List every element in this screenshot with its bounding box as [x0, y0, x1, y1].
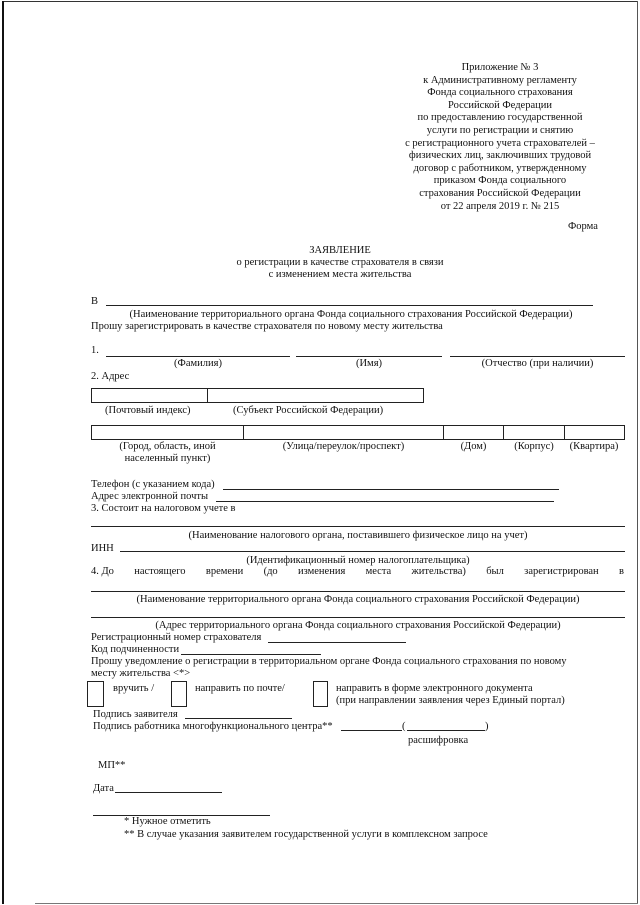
previous-fss-name-caption: (Наименование территориального органа Фонда социального страхования Российской Федерации) [136, 594, 580, 605]
surname-caption: (Фамилия) [174, 358, 222, 369]
annex-line: договор с работником, утвержденному [413, 162, 587, 174]
inn-caption: (Идентификационный номер налогоплательщика) [246, 555, 470, 566]
name-caption: (Имя) [355, 358, 383, 369]
inn-label: ИНН [91, 543, 114, 554]
section4-word: в [618, 566, 624, 577]
send-electronic-label: направить в форме электронного документа [336, 683, 533, 694]
annex-line: Приложение № 3 [461, 62, 539, 73]
page-border-left [2, 1, 4, 904]
apartment-input[interactable] [564, 425, 625, 440]
applicant-signature-field[interactable] [185, 718, 292, 719]
postal-index-caption: (Почтовый индекс) [105, 405, 191, 416]
section4-word: (до [263, 566, 278, 577]
section3-label: 3. Состоит на налоговом учете в [91, 503, 236, 514]
email-label: Адрес электронной почты [91, 491, 209, 502]
annex-line: Российской Федерации [448, 99, 552, 111]
notification-line2: месту жительства <*> [91, 668, 191, 679]
page-border-right [637, 1, 638, 904]
building-caption: (Корпус) [514, 441, 554, 452]
section4-word: места [365, 566, 392, 577]
footnote-2: ** В случае указания заявителем государственной услуги в комплексном запросе [124, 829, 488, 840]
annex-header [370, 62, 630, 213]
house-caption: (Дом) [460, 441, 487, 452]
section4-word: времени [205, 566, 244, 577]
page-border-top [2, 1, 638, 2]
annex-line: услуги по регистрации и снятию [426, 124, 574, 136]
annex-line: Фонда социального страхования [427, 87, 573, 99]
notification-line1: Прошу уведомление о регистрации в территориальном органе Фонда социального страхования по новому [91, 656, 567, 667]
tax-authority-field[interactable] [91, 526, 625, 527]
document-subtitle-line1: о регистрации в качестве страхователя в связи [236, 257, 444, 268]
subordination-code-label: Код подчиненности [91, 644, 180, 655]
previous-fss-name-field[interactable] [91, 591, 625, 592]
mfc-name-decode-field[interactable] [407, 730, 485, 731]
section2-label: 2. Адрес [91, 371, 130, 382]
deliver-in-person-label: вручить / [113, 683, 155, 694]
date-label: Дата [93, 783, 114, 794]
city-caption-line1: (Город, область, иной [119, 441, 216, 452]
street-caption: (Улица/переулок/проспект) [282, 441, 405, 452]
reg-number-field[interactable] [268, 642, 406, 643]
annex-line: с регистрационного учета страхователей – [405, 137, 595, 149]
paren-open: ( [402, 721, 406, 732]
send-by-mail-label: направить по почте/ [195, 683, 285, 694]
phone-label: Телефон (с указанием кода) [91, 479, 215, 490]
deliver-in-person-checkbox[interactable] [87, 681, 104, 707]
paren-close: ) [485, 721, 489, 732]
phone-field[interactable] [223, 489, 559, 490]
stamp-label: МП** [98, 760, 126, 771]
addressee-caption: (Наименование территориального органа Фонда социального страхования Российской Федерации) [129, 309, 573, 320]
applicant-signature-label: Подпись заявителя [93, 709, 178, 720]
date-field[interactable] [115, 792, 222, 793]
mfc-signature-field[interactable] [341, 730, 402, 731]
subordination-code-field[interactable] [181, 654, 321, 655]
section4-word: был [486, 566, 504, 577]
patronymic-field[interactable] [450, 356, 625, 357]
section1-number: 1. [91, 345, 99, 356]
electronic-note: (при направлении заявления через Единый портал) [336, 695, 565, 706]
annex-line: от 22 апреля 2019 г. № 215 [440, 200, 560, 212]
name-field[interactable] [296, 356, 442, 357]
email-field[interactable] [216, 501, 554, 502]
region-caption: (Субъект Российской Федерации) [233, 405, 384, 416]
building-input[interactable] [503, 425, 565, 440]
section4-word: настоящего [134, 566, 186, 577]
decode-caption: расшифровка [408, 735, 469, 746]
section4-text [91, 566, 624, 577]
annex-line: к Административному регламенту [423, 74, 577, 86]
send-electronic-checkbox[interactable] [313, 681, 328, 707]
document-subtitle-line2: с изменением места жительства [268, 269, 412, 280]
mfc-signature-label: Подпись работника многофункционального центра** [93, 721, 333, 732]
house-input[interactable] [443, 425, 504, 440]
reg-number-label: Регистрационный номер страхователя [91, 632, 262, 643]
previous-fss-address-caption: (Адрес территориального органа Фонда социального страхования Российской Федерации) [155, 620, 561, 631]
city-input[interactable] [91, 425, 244, 440]
addressee-prefix: В [91, 296, 99, 307]
apartment-caption: (Квартира) [569, 441, 619, 452]
footnote-1: * Нужное отметить [124, 816, 211, 827]
previous-fss-address-field[interactable] [91, 617, 625, 618]
surname-field[interactable] [106, 356, 290, 357]
document-title: ЗАЯВЛЕНИЕ [309, 245, 371, 256]
page-border-bottom [35, 903, 638, 904]
tax-authority-caption: (Наименование налогового органа, поставившего физическое лицо на учет) [188, 530, 528, 541]
section4-word: жительства) [411, 566, 466, 577]
annex-line: страхования Российской Федерации [419, 187, 581, 199]
postal-index-input[interactable] [91, 388, 208, 403]
region-input[interactable] [207, 388, 424, 403]
send-by-mail-checkbox[interactable] [171, 681, 187, 707]
section4-word: изменения [298, 566, 346, 577]
patronymic-caption: (Отчество (при наличии) [481, 358, 594, 369]
section4-word: зарегистрирован [524, 566, 599, 577]
city-caption-line2: населенный пункт) [124, 453, 211, 464]
annex-line: приказом Фонда социального [433, 175, 567, 187]
annex-line: по предоставлению государственной [417, 112, 583, 124]
section4-word: 4. До [91, 566, 114, 577]
addressee-field[interactable] [106, 305, 593, 306]
annex-line: физических лиц, заключивших трудовой [408, 150, 592, 162]
street-input[interactable] [243, 425, 444, 440]
form-label: Форма [568, 221, 598, 232]
inn-field[interactable] [120, 551, 625, 552]
request-text: Прошу зарегистрировать в качестве страхователя по новому месту жительства [91, 321, 443, 332]
